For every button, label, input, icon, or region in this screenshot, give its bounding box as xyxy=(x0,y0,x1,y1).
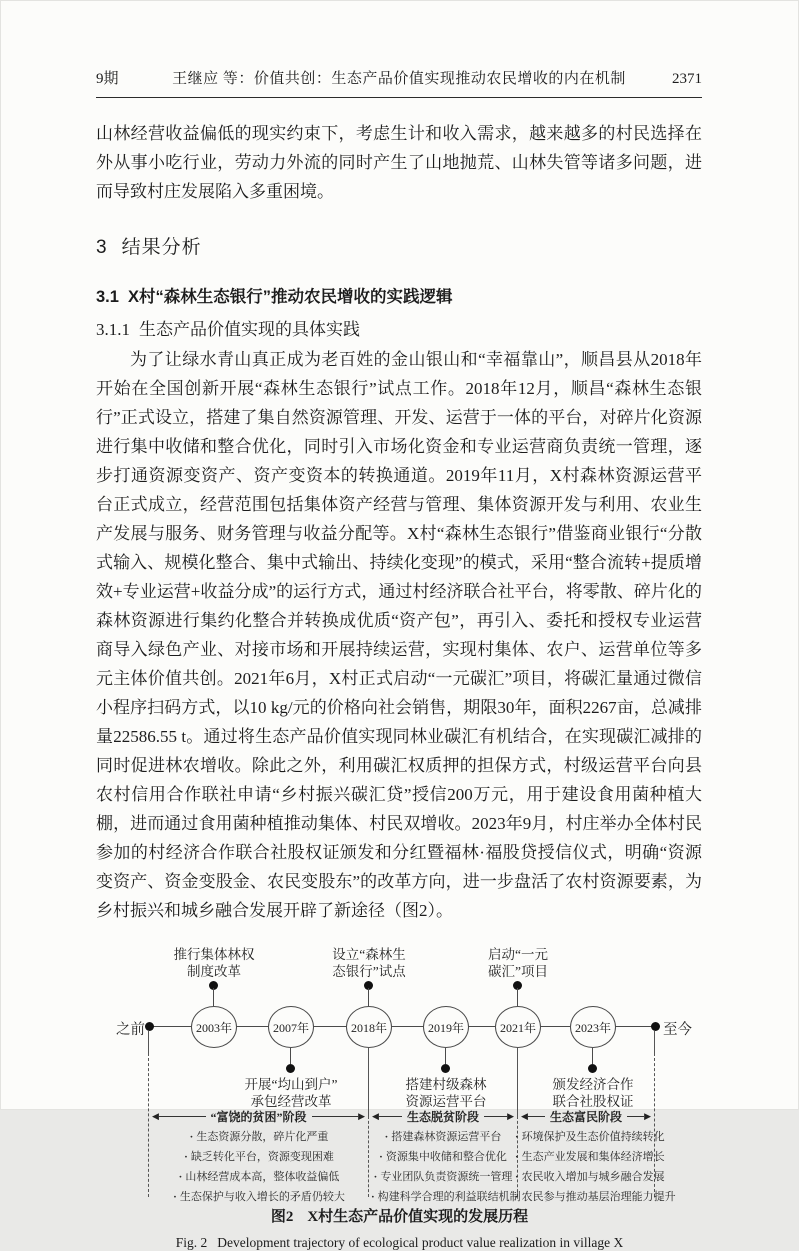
annotation-stem-2018 xyxy=(368,988,369,1006)
subsection-title: X村“森林生态银行”推动农民增收的实践逻辑 xyxy=(127,288,453,306)
phase-arrow-3 xyxy=(521,1109,651,1123)
arrow-line xyxy=(379,1116,402,1117)
annotation-2023-line1: 颁发经济合作 xyxy=(552,1077,634,1092)
bullet-item: · 生态资源分散，碎片化严重 xyxy=(154,1127,364,1147)
bullet-item: · 生态产业发展和集体经济增长 xyxy=(515,1147,653,1167)
arrow-line xyxy=(484,1116,507,1117)
annotation-dot-2007 xyxy=(286,1064,295,1073)
annotation-2018-line1: 设立“森林生 xyxy=(332,947,406,962)
timeline-after-label: 至今 xyxy=(663,1022,692,1038)
bullet-item: · 生态保护与收入增长的矛盾仍较大 xyxy=(154,1187,364,1207)
annotation-stem-2007 xyxy=(290,1048,291,1064)
divider-2021-solid xyxy=(517,1048,518,1116)
divider-2018-solid xyxy=(368,1048,369,1116)
annotation-2018-line2: 态银行”试点 xyxy=(332,963,406,979)
figure-caption-zh-text: X村生态产品价值实现的发展历程 xyxy=(307,1209,529,1225)
annotation-stem-2021 xyxy=(517,988,518,1006)
subsubsection-heading xyxy=(96,315,702,340)
divider-left-dashed xyxy=(148,1053,149,1197)
annotation-stem-2023 xyxy=(592,1048,593,1064)
arrowhead-right-icon: ▶ xyxy=(358,1111,366,1121)
subsection-number: 3.1 xyxy=(96,288,119,306)
bullet-item: · 缺乏转化平台，资源变现困难 xyxy=(154,1147,364,1167)
figure-caption-en-label: Fig. 2 xyxy=(175,1235,208,1250)
page-number: 2371 xyxy=(672,71,702,87)
annotation-2021-line2: 碳汇”项目 xyxy=(488,963,548,979)
annotation-2023-line2: 联合社股权证 xyxy=(552,1093,634,1109)
running-header xyxy=(96,1,702,98)
subsubsection-title: 生态产品价值实现的具体实践 xyxy=(139,320,360,339)
annotation-2003-line2: 制度改革 xyxy=(187,963,241,979)
year-label-2018: 2018年 xyxy=(350,1020,387,1035)
year-label-2007: 2007年 xyxy=(272,1020,309,1035)
timeline-start-dot xyxy=(145,1022,154,1031)
arrow-line xyxy=(312,1116,359,1117)
phase-label-3: 生态富民阶段 xyxy=(550,1109,623,1124)
arrowhead-left-icon: ◀ xyxy=(152,1111,159,1121)
issue-number: 9期 xyxy=(96,71,119,87)
figure-caption-zh-label: 图2 xyxy=(270,1209,294,1225)
timeline-node-2021 xyxy=(495,1006,541,1048)
phase-label-1: “富饶的贫困”阶段 xyxy=(210,1109,307,1124)
section-heading xyxy=(96,232,702,259)
phase-label-2: 生态脱贫阶段 xyxy=(407,1109,480,1124)
annotation-stem-2019 xyxy=(445,1048,446,1064)
arrow-line xyxy=(528,1116,545,1117)
divider-left-solid xyxy=(148,1031,149,1053)
arrow-line xyxy=(159,1116,206,1117)
phase-arrow-1 xyxy=(152,1109,365,1123)
section-title: 结果分析 xyxy=(121,237,202,258)
main-paragraph: 为了让绿水青山真正成为老百姓的金山银山和“幸福靠山”，顺昌县从2018年开始在全国创新开展“森林生态银行”试点工作。2018年12月，顺昌“森林生态银行”正式设立，搭建了集自然资源管理、开发、运营于一体的平台，对碎片化资源进行集中收储和整合优化，同时引入市场化资金和专业运营商负责统一管理，逐步打通资源变资产、资产变资本的转换通道。2019年11月，X村森林资源运营平台正式成立，经营范围包括集体资产经营与管理、集体资源开发与利用、农业生产发展与服务、财务管理与收益分配等。X村“森林生态银行”借鉴商业银行“分散式输入、规模化整合、集中式输出、持续化变现”的模式，采用“整合流转+提质增效+专业运营+收益分成”的运行方式，通过村经济联合社平台，将零散、碎片化的森林资源进行集约化整合并转换成优质“资产包”，再引入、委托和授权专业运营商导入绿色产业、对接市场和开展持续运营，实现村集体、农户、运营单位等多元主体价值共创。2021年6月，X村正式启动“一元碳汇”项目，将碳汇量通过微信小程序扫码方式，以10 kg/元的价格向社会销售，期限30年，面积2267亩，总减排量22586.55 t。通过将生态产品价值实现同林业碳汇有机结合，在实现碳汇减排的同时促进林农增收。除此之外，利用碳汇权质押的担保方式，村级运营平台向县农村信用合作联社申请“乡村振兴碳汇贷”授信200万元，用于建设食用菌种植大棚，进而通过食用菌种植推动集体、村民双增收。2023年9月，村庄举办全体村民参加的村经济合作联合社股权证颁发和分红暨福林·福股贷授信仪式，明确“资源变资产、资金变股金、农民变股东”的改革方向，进一步盘活了农村资源要素，为乡村振兴和城乡融合发展开辟了新途径（图2）。 xyxy=(96,350,702,920)
figure-timeline xyxy=(1,937,798,1203)
figure-caption-zh xyxy=(1,1205,798,1226)
annotation-2021 xyxy=(423,947,613,980)
timeline-node-2023 xyxy=(570,1006,616,1048)
subsubsection-number: 3.1.1 xyxy=(96,320,130,339)
section-number: 3 xyxy=(96,237,108,258)
bullet-item: · 农民收入增加与城乡融合发展 xyxy=(515,1167,653,1187)
timeline-node-2003 xyxy=(191,1006,237,1048)
timeline-end-dot xyxy=(651,1022,660,1031)
bullet-item: · 专业团队负责资源统一管理 xyxy=(371,1167,515,1187)
arrowhead-left-icon: ◀ xyxy=(521,1111,528,1121)
annotation-2021-line1: 启动“一元 xyxy=(488,947,548,962)
annotation-2019-line1: 搭建村级森林 xyxy=(405,1077,487,1092)
timeline-node-2007 xyxy=(268,1006,314,1048)
phase-1-bullets xyxy=(154,1127,364,1207)
year-label-2021: 2021年 xyxy=(499,1020,536,1035)
year-label-2019: 2019年 xyxy=(427,1020,464,1035)
figure-caption-en xyxy=(1,1235,798,1251)
annotation-2003-line1: 推行集体林权 xyxy=(173,947,255,962)
timeline-before-label: 之前 xyxy=(116,1022,145,1038)
annotation-dot-2019 xyxy=(441,1064,450,1073)
bullet-item: · 农民参与推动基层治理能力提升 xyxy=(515,1187,653,1207)
arrowhead-right-icon: ▶ xyxy=(507,1111,515,1121)
year-label-2023: 2023年 xyxy=(574,1020,611,1035)
phase-2-bullets xyxy=(371,1127,521,1207)
arrowhead-right-icon: ▶ xyxy=(644,1111,652,1121)
annotation-2019-line2: 资源运营平台 xyxy=(405,1093,487,1109)
year-label-2003: 2003年 xyxy=(195,1020,232,1035)
running-title: 王继应 等：价值共创：生态产品价值实现推动农民增收的内在机制 xyxy=(172,71,626,87)
arrow-line xyxy=(627,1116,644,1117)
annotation-2007-line1: 开展“均山到户” xyxy=(244,1077,338,1092)
figure-caption-en-text: Development trajectory of ecological product value realization in village X xyxy=(217,1235,624,1250)
bullet-item: · 搭建森林资源运营平台 xyxy=(371,1127,515,1147)
phase-3-bullets xyxy=(515,1127,676,1207)
arrowhead-left-icon: ◀ xyxy=(372,1111,379,1121)
intro-paragraph: 山林经营收益偏低的现实约束下，考虑生计和收入需求，越来越多的村民选择在外从事小吃行业，劳动力外流的同时产生了山地抛荒、山林失管等诸多问题，进而导致村庄发展陷入多重困境。 xyxy=(96,124,702,201)
annotation-2023 xyxy=(498,1077,688,1110)
bullet-item: · 环境保护及生态价值持续转化 xyxy=(515,1127,653,1147)
bullet-item: · 山林经营成本高，整体收益偏低 xyxy=(154,1167,364,1187)
subsection-heading xyxy=(96,283,702,307)
timeline-node-2018 xyxy=(346,1006,392,1048)
annotation-stem-2003 xyxy=(213,988,214,1006)
annotation-2007-line2: 承包经营改革 xyxy=(250,1093,332,1109)
phase-arrow-2 xyxy=(372,1109,514,1123)
timeline-node-2019 xyxy=(423,1006,469,1048)
bullet-item: · 构建科学合理的利益联结机制 xyxy=(371,1187,515,1207)
divider-2018-dashed xyxy=(368,1116,369,1197)
annotation-dot-2023 xyxy=(588,1064,597,1073)
bullet-item: · 资源集中收储和整合优化 xyxy=(371,1147,515,1167)
divider-right-solid xyxy=(654,1031,655,1053)
